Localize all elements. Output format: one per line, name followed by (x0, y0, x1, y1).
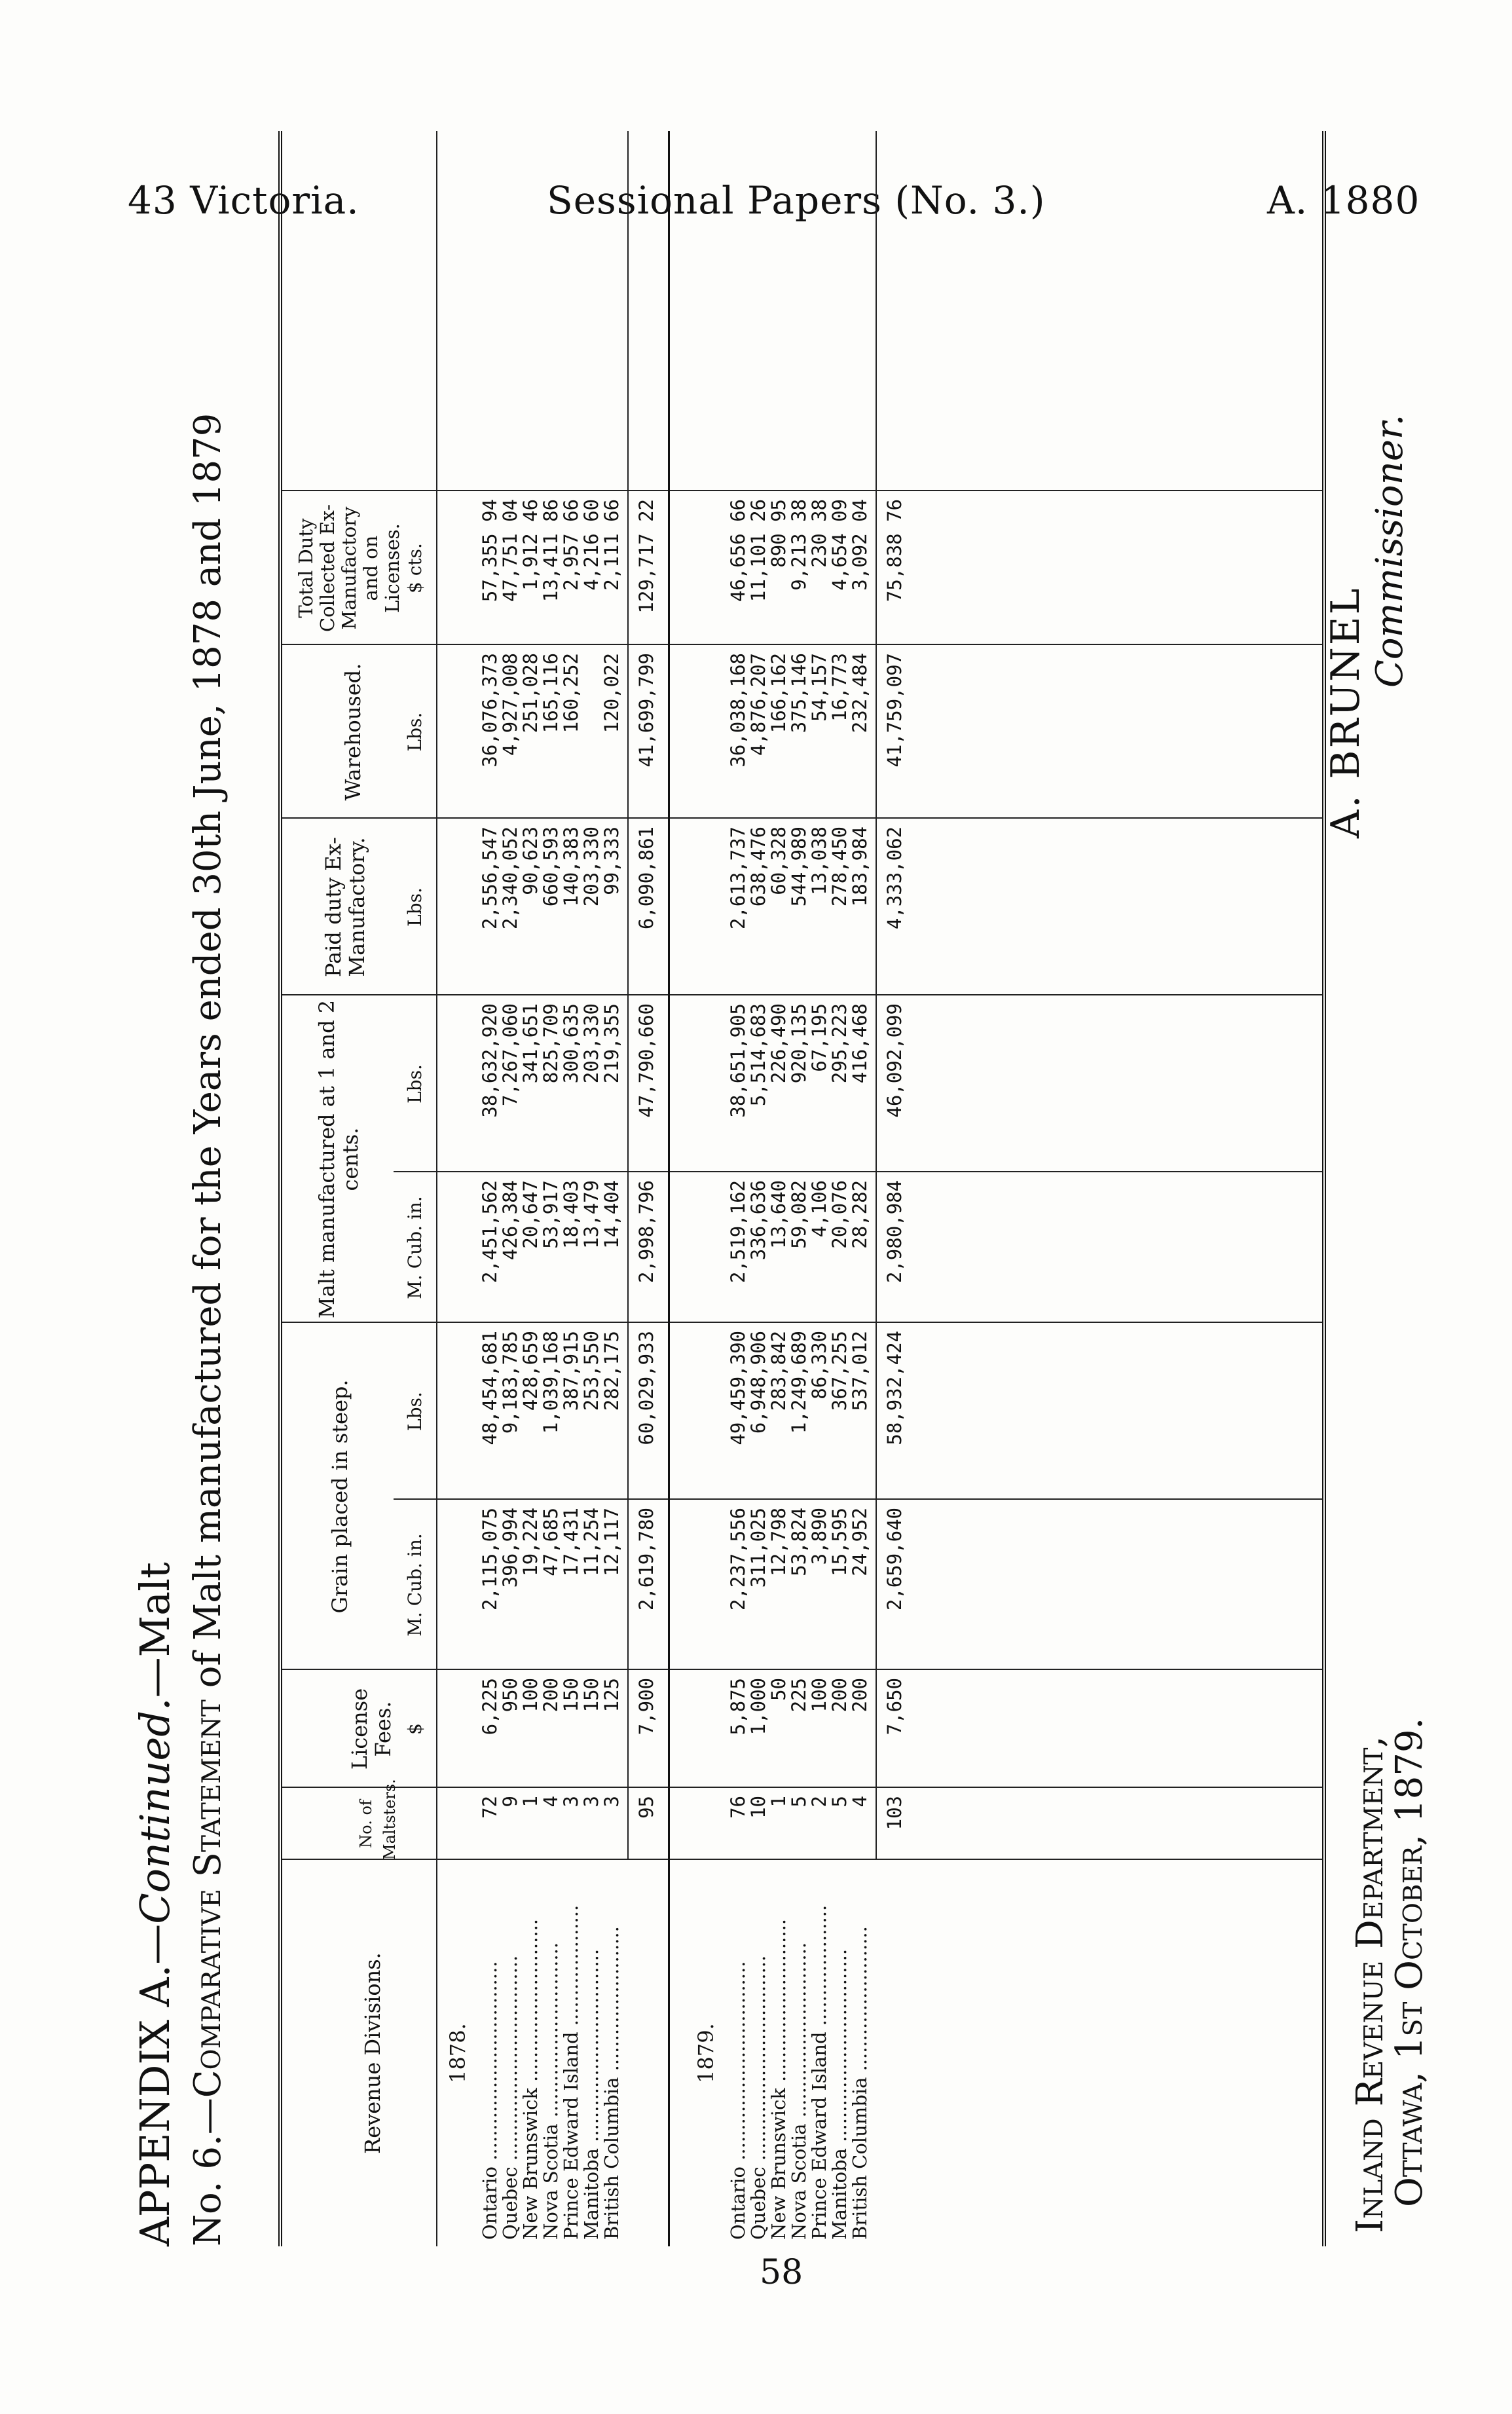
totals-rule (627, 131, 629, 1860)
cell-paid: 60,328 (767, 826, 790, 895)
header-session: 43 Victoria. (128, 178, 360, 223)
cell-grain_cub: 17,431 (560, 1508, 582, 1576)
cell-maltsters: 10 (747, 1796, 769, 1819)
subtitle-smallcaps: Comparative Statement (187, 1699, 229, 2098)
cell-malt_cub: 20,076 (828, 1180, 851, 1249)
cell-malt_lbs: 341,651 (519, 1003, 542, 1084)
cell-warehoused: 4,876,207 (747, 653, 769, 756)
cell-license: 50 (767, 1678, 790, 1701)
total-warehoused: 41,699,799 (635, 653, 657, 768)
division-name: Nova Scotia ............................. (540, 1942, 562, 2240)
cell-total: 1,912 46 (519, 499, 542, 591)
cell-maltsters: 76 (727, 1796, 749, 1819)
cell-paid: 140,383 (560, 826, 582, 907)
header-year: A. 1880 (1267, 178, 1420, 223)
division-name: British Columbia ........................ (600, 1926, 623, 2240)
cell-malt_lbs: 38,651,905 (727, 1003, 749, 1118)
totals-rule (876, 131, 877, 1860)
cell-malt_lbs: 219,355 (600, 1003, 623, 1084)
division-name: Manitoba ................................ (828, 1948, 851, 2240)
unit-label: Lbs. (404, 887, 426, 927)
cell-warehoused: 251,028 (519, 653, 542, 733)
cell-total: 3,092 04 (849, 499, 871, 591)
cell-grain_cub: 2,237,556 (727, 1508, 749, 1611)
total-malt_cub: 2,980,984 (883, 1180, 906, 1284)
cell-paid: 638,476 (747, 826, 769, 907)
cell-malt_lbs: 416,468 (849, 1003, 871, 1084)
header-license-fees: License Fees. (347, 1688, 396, 1770)
cell-total: 4,654 09 (828, 499, 851, 591)
cell-malt_lbs: 7,267,060 (499, 1003, 521, 1107)
cell-grain_lbs: 253,550 (580, 1331, 602, 1411)
cell-paid: 183,984 (849, 826, 871, 907)
cell-malt_cub: 336,636 (747, 1180, 769, 1261)
cell-paid: 13,038 (808, 826, 830, 895)
cell-license: 100 (808, 1678, 830, 1713)
cell-total: 230 38 (808, 499, 830, 568)
cell-paid: 544,989 (788, 826, 810, 907)
unit-label: M. Cub. in. (404, 1533, 426, 1637)
cell-total: 46,656 66 (727, 499, 749, 603)
cell-license: 150 (560, 1678, 582, 1713)
cell-grain_lbs: 428,659 (519, 1331, 542, 1411)
cell-grain_cub: 11,254 (580, 1508, 602, 1576)
cell-malt_cub: 4,106 (808, 1180, 830, 1238)
cell-grain_cub: 12,117 (600, 1508, 623, 1576)
cell-grain_cub: 19,224 (519, 1508, 542, 1576)
division-name: Quebec .................................. (747, 1955, 769, 2240)
cell-maltsters: 3 (580, 1796, 602, 1808)
department-line: Inland Revenue Department, (1349, 1736, 1392, 2233)
cell-malt_lbs: 38,632,920 (479, 1003, 501, 1118)
cell-total: 4,216 60 (580, 499, 602, 591)
cell-total: 13,411 86 (540, 499, 562, 603)
division-name: British Columbia ........................ (849, 1926, 871, 2240)
page-number: 58 (760, 2253, 803, 2292)
cell-paid: 2,340,052 (499, 826, 521, 930)
total-paid: 6,090,861 (635, 826, 657, 930)
cell-malt_cub: 2,451,562 (479, 1180, 501, 1284)
cell-license: 200 (849, 1678, 871, 1713)
cell-warehoused: 375,146 (788, 653, 810, 733)
appendix-title (131, 1562, 179, 2246)
total-grain_lbs: 60,029,933 (635, 1331, 657, 1445)
cell-malt_cub: 18,403 (560, 1180, 582, 1249)
cell-malt_lbs: 825,709 (540, 1003, 562, 1084)
cell-malt_lbs: 67,195 (808, 1003, 830, 1072)
cell-maltsters: 1 (767, 1796, 790, 1808)
cell-warehoused: 36,076,373 (479, 653, 501, 768)
cell-grain_lbs: 1,039,168 (540, 1331, 562, 1434)
total-total: 75,838 76 (883, 499, 906, 603)
cell-maltsters: 3 (600, 1796, 623, 1808)
header-grain-in-steep: Grain placed in steep. (327, 1379, 352, 1614)
cell-license: 100 (519, 1678, 542, 1713)
cell-maltsters: 9 (499, 1796, 521, 1808)
subtitle-prefix: No. 6.— (187, 2098, 229, 2246)
cell-grain_lbs: 49,459,390 (727, 1331, 749, 1445)
unit-label: Lbs. (404, 1392, 426, 1431)
cell-license: 225 (788, 1678, 810, 1713)
cell-warehoused: 16,773 (828, 653, 851, 722)
cell-warehoused: 160,252 (560, 653, 582, 733)
cell-malt_cub: 20,647 (519, 1180, 542, 1249)
cell-total: 57,355 94 (479, 499, 501, 603)
cell-warehoused: 36,038,168 (727, 653, 749, 768)
total-license: 7,650 (883, 1678, 906, 1736)
cell-grain_lbs: 48,454,681 (479, 1331, 501, 1445)
total-maltsters: 95 (635, 1796, 657, 1819)
appendix-suffix: —Malt (131, 1562, 179, 1698)
cell-malt_lbs: 920,135 (788, 1003, 810, 1084)
total-warehoused: 41,759,097 (883, 653, 906, 768)
total-malt_cub: 2,998,796 (635, 1180, 657, 1284)
cell-paid: 278,450 (828, 826, 851, 907)
cell-license: 6,225 (479, 1678, 501, 1736)
signer-name: A. BRUNEL (1323, 586, 1369, 838)
unit-label: Lbs. (404, 1064, 426, 1104)
appendix-prefix: APPENDIX A.— (131, 1923, 179, 2246)
cell-warehoused: 54,157 (808, 653, 830, 722)
cell-grain_lbs: 86,330 (808, 1331, 830, 1400)
cell-malt_cub: 14,404 (600, 1180, 623, 1249)
division-name: Prince Edward Island .................... (808, 1904, 830, 2240)
total-maltsters: 103 (883, 1796, 906, 1830)
header-paid-duty: Paid duty Ex-Manufactory. (321, 837, 369, 977)
subtitle-suffix: of Malt manufactured for the Years ended 30th June, 1878 and 1879 (187, 413, 229, 1700)
year-label: 1878. (445, 2023, 470, 2083)
total-paid: 4,333,062 (883, 826, 906, 930)
division-name: New Brunswick ........................... (767, 1918, 790, 2240)
unit-label: M. Cub. in. (404, 1196, 426, 1299)
cell-malt_lbs: 5,514,683 (747, 1003, 769, 1107)
cell-total: 11,101 26 (747, 499, 769, 603)
cell-malt_cub: 13,479 (580, 1180, 602, 1249)
cell-warehoused: 166,162 (767, 653, 790, 733)
appendix-italic: Continued. (131, 1698, 179, 1924)
division-name: Ontario ................................. (479, 1961, 501, 2240)
header-rule (436, 131, 437, 2246)
cell-paid: 2,613,737 (727, 826, 749, 930)
cell-malt_lbs: 203,330 (580, 1003, 602, 1084)
cell-grain_lbs: 282,175 (600, 1331, 623, 1411)
cell-license: 1,000 (747, 1678, 769, 1736)
cell-grain_cub: 3,890 (808, 1508, 830, 1565)
cell-maltsters: 4 (540, 1796, 562, 1808)
cell-total: 9,213 38 (788, 499, 810, 591)
total-grain_cub: 2,619,780 (635, 1508, 657, 1611)
division-name: Manitoba ................................ (580, 1948, 602, 2240)
cell-license: 950 (499, 1678, 521, 1713)
cell-maltsters: 72 (479, 1796, 501, 1819)
year-label: 1879. (693, 2023, 718, 2083)
unit-label: $ cts. (404, 543, 426, 593)
cell-malt_lbs: 226,490 (767, 1003, 790, 1084)
cell-malt_lbs: 300,635 (560, 1003, 582, 1084)
cell-warehoused: 232,484 (849, 653, 871, 733)
rotated-page-content (111, 131, 1434, 2246)
cell-malt_lbs: 295,223 (828, 1003, 851, 1084)
cell-maltsters: 5 (828, 1796, 851, 1808)
cell-grain_lbs: 537,012 (849, 1331, 871, 1411)
header-title: Sessional Papers (No. 3.) (547, 178, 1046, 223)
division-name: New Brunswick ........................... (519, 1918, 542, 2240)
header-total-duty: Total Duty Collected Ex-Manufactory and on Licenses. (295, 504, 403, 633)
cell-grain_cub: 396,994 (499, 1508, 521, 1588)
cell-malt_cub: 13,640 (767, 1180, 790, 1249)
cell-license: 200 (540, 1678, 562, 1713)
cell-maltsters: 4 (849, 1796, 871, 1808)
cell-grain_cub: 24,952 (849, 1508, 871, 1576)
dateline: Ottawa, 1st October, 1879. (1388, 1717, 1431, 2207)
cell-malt_cub: 53,917 (540, 1180, 562, 1249)
total-total: 129,717 22 (635, 499, 657, 614)
cell-malt_cub: 28,282 (849, 1180, 871, 1249)
cell-paid: 660,593 (540, 826, 562, 907)
cell-warehoused: 165,116 (540, 653, 562, 733)
cell-maltsters: 5 (788, 1796, 810, 1808)
total-grain_lbs: 58,932,424 (883, 1331, 906, 1445)
header-revenue-divisions: Revenue Divisions. (360, 1952, 385, 2154)
year-separator (668, 131, 670, 2246)
division-name: Ontario ................................. (727, 1961, 749, 2240)
cell-paid: 99,333 (600, 826, 623, 895)
cell-grain_lbs: 6,948,906 (747, 1331, 769, 1434)
cell-total: 2,957 66 (560, 499, 582, 591)
cell-paid: 203,330 (580, 826, 602, 907)
total-malt_lbs: 46,092,099 (883, 1003, 906, 1118)
cell-warehoused: 120,022 (600, 653, 623, 733)
signer-title: Commissioner. (1369, 414, 1411, 688)
cell-grain_lbs: 9,183,785 (499, 1331, 521, 1434)
header-maltsters: No. of Maltsters. (357, 1779, 399, 1860)
cell-grain_cub: 53,824 (788, 1508, 810, 1576)
cell-malt_cub: 426,384 (499, 1180, 521, 1261)
cell-total: 2,111 66 (600, 499, 623, 591)
total-malt_lbs: 47,790,660 (635, 1003, 657, 1118)
table-subtitle (187, 413, 229, 2246)
header-warehoused: Warehoused. (341, 663, 365, 801)
cell-grain_cub: 47,685 (540, 1508, 562, 1576)
division-name: Nova Scotia ............................. (788, 1942, 810, 2240)
column-rule (282, 490, 1322, 491)
cell-grain_lbs: 387,915 (560, 1331, 582, 1411)
cell-grain_cub: 2,115,075 (479, 1508, 501, 1611)
malt-statement-table (278, 131, 1326, 2246)
division-name: Quebec .................................. (499, 1955, 521, 2240)
cell-warehoused: 4,927,008 (499, 653, 521, 756)
cell-maltsters: 1 (519, 1796, 542, 1808)
cell-maltsters: 2 (808, 1796, 830, 1808)
cell-grain_lbs: 367,255 (828, 1331, 851, 1411)
cell-grain_cub: 12,798 (767, 1508, 790, 1576)
cell-paid: 90,623 (519, 826, 542, 895)
cell-paid: 2,556,547 (479, 826, 501, 930)
cell-total: 890 95 (767, 499, 790, 568)
cell-total: 47,751 04 (499, 499, 521, 603)
total-grain_cub: 2,659,640 (883, 1508, 906, 1611)
cell-malt_cub: 2,519,162 (727, 1180, 749, 1284)
cell-grain_cub: 15,595 (828, 1508, 851, 1576)
division-name: Prince Edward Island .................... (560, 1904, 582, 2240)
cell-license: 5,875 (727, 1678, 749, 1736)
cell-license: 150 (580, 1678, 602, 1713)
cell-license: 200 (828, 1678, 851, 1713)
cell-grain_lbs: 283,842 (767, 1331, 790, 1411)
header-malt-manufactured: Malt manufactured at 1 and 2 cents. (314, 999, 363, 1319)
cell-grain_cub: 311,025 (747, 1508, 769, 1588)
unit-label: Lbs. (404, 712, 426, 752)
cell-grain_lbs: 1,249,689 (788, 1331, 810, 1434)
total-license: 7,900 (635, 1678, 657, 1736)
unit-label: $ (404, 1723, 426, 1735)
cell-license: 125 (600, 1678, 623, 1713)
cell-maltsters: 3 (560, 1796, 582, 1808)
cell-malt_cub: 59,082 (788, 1180, 810, 1249)
